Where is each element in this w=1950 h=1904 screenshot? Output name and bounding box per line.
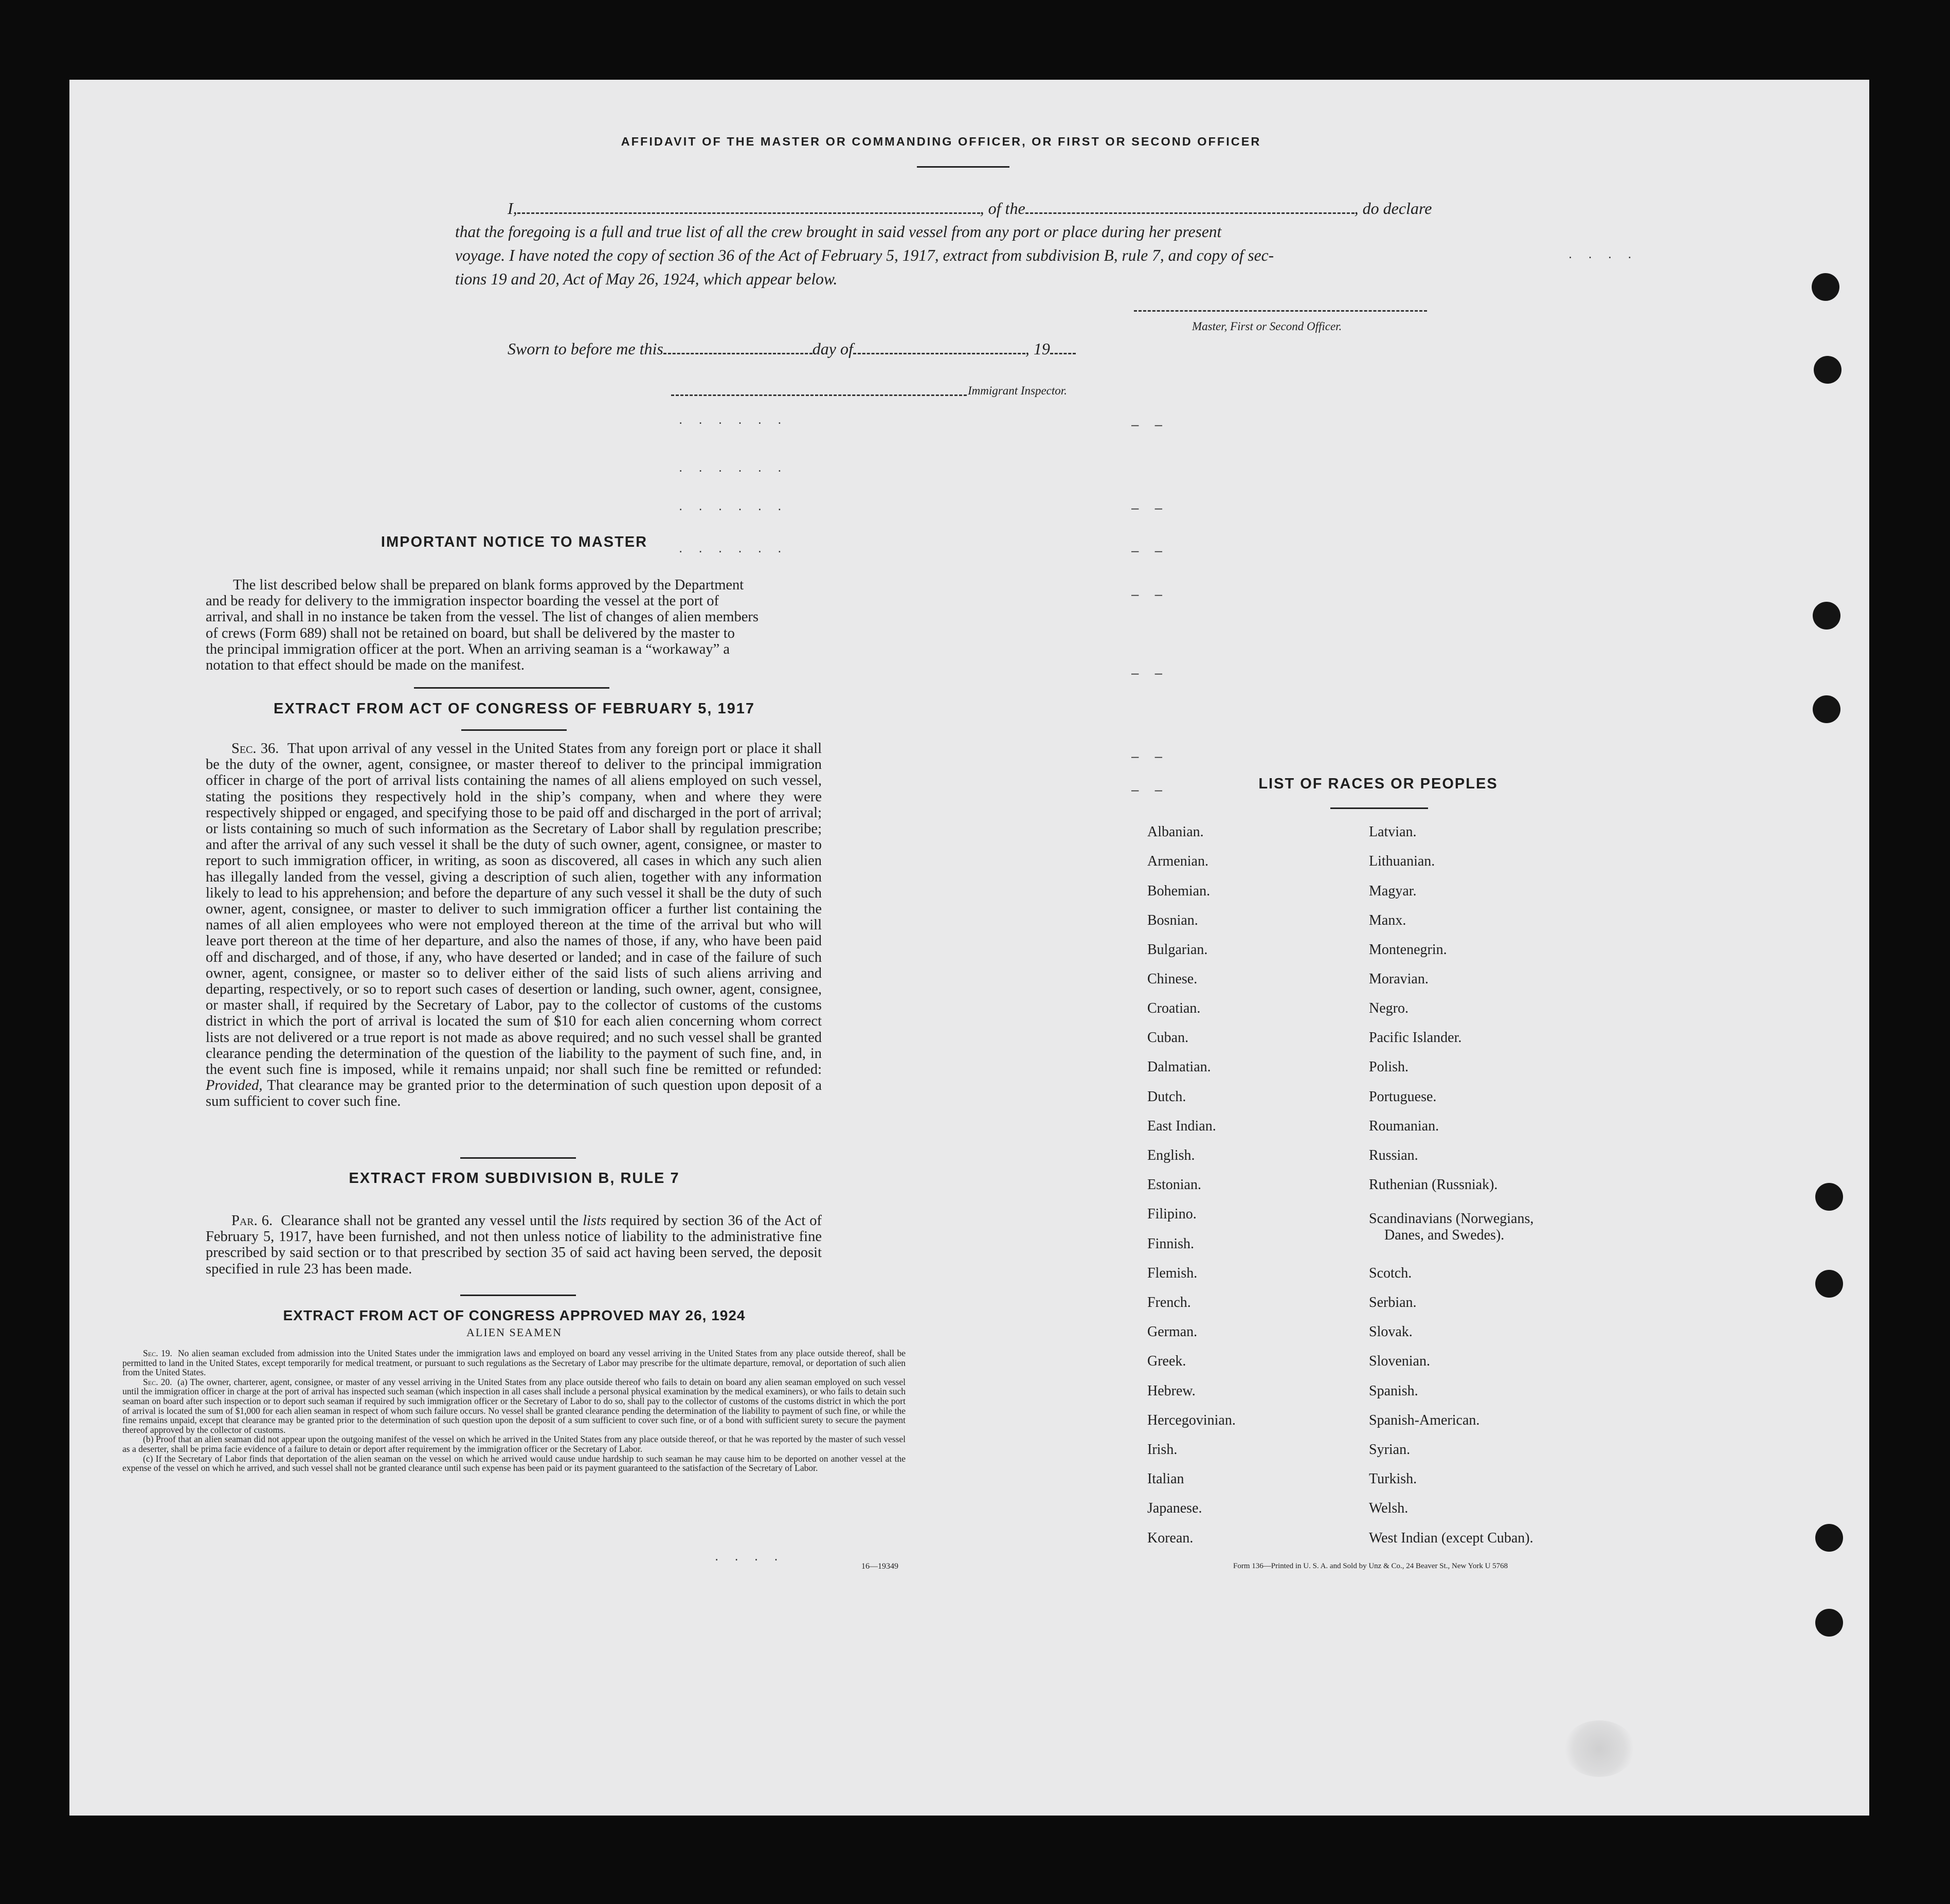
subdivision-title: EXTRACT FROM SUBDIVISION B, RULE 7 <box>349 1170 680 1187</box>
inspector-label: Immigrant Inspector. <box>968 384 1067 397</box>
race-left: East Indian. <box>1147 1118 1216 1134</box>
sworn-month-blank[interactable] <box>853 348 1025 354</box>
races-title-underline <box>1330 807 1428 809</box>
master-signature-line[interactable] <box>1134 310 1427 312</box>
notice-line: the principal immigration officer at the port. When an arriving seaman is a “workaway” a <box>206 641 730 657</box>
race-left: German. <box>1147 1324 1198 1340</box>
stray-marks: . . . . <box>1568 246 1638 261</box>
stray-marks: – – <box>1131 665 1169 680</box>
race-right: Serbian. <box>1369 1295 1417 1310</box>
stray-marks: – – <box>1131 586 1169 602</box>
notice-line: and be ready for delivery to the immigration inspector boarding the vessel at the port of <box>206 593 719 609</box>
sworn-year-blank[interactable] <box>1050 348 1076 354</box>
par6-text-b: required by section 36 of the Act of February 5, 1917, have been furnished, and not then unless notice of liability to the administrative fine prescribed by said section or to that prescribed by section 35 of said act having been served, the deposit specified in rule 23 has been made. <box>206 1213 822 1277</box>
punch-hole <box>1813 695 1840 723</box>
race-right: Turkish. <box>1369 1471 1417 1487</box>
race-right: Roumanian. <box>1369 1118 1439 1134</box>
race-right: Latvian. <box>1369 824 1417 840</box>
races-title: LIST OF RACES OR PEOPLES <box>1258 776 1498 792</box>
race-left: Finnish. <box>1147 1236 1195 1252</box>
race-right: Spanish-American. <box>1369 1412 1480 1428</box>
sec19-text: No alien seaman excluded from admission into the United States under the immigration laws and employed on board any vessel arriving in the United States from any place outside thereof, shall be permitted to land in the United States, except temporarily for medical treatment, or pursuant to such regulations as the Secretary of Labor may prescribe for the ultimate departure, removal, or deportation of such alien from the United States. <box>122 1348 906 1378</box>
sec20a-text: (a) The owner, charterer, agent, consignee, or master of any vessel arriving in the United States from any place outside thereof who fails to detain on board any alien seaman employed on such vessel until the immigration officer in charge at the port of arrival has inspected such seaman (which inspection in all cases shall include a personal physical examination by the medical examiners), or who fails to detain such seaman on board after such inspection or to deport such seaman if required by such immigration officer or the Secretary of Labor to do so, shall pay to the collector of customs of the customs district in which the port of arrival is located the sum of $1,000 for each alien seaman in respect of whom such failure occurs. No vessel shall be granted clearance pending the determination of the liability to payment of such fine, or while the fine remains unpaid, except that clearance may be granted prior to the determination of such question upon the deposit of a sum sufficient to cover such fine, or of a bond with sufficient surety to secure the payment thereof approved by the collector of customs. <box>122 1376 906 1435</box>
race-right: West Indian (except Cuban). <box>1369 1530 1533 1546</box>
stamp-smudge <box>1563 1720 1635 1777</box>
notice-line: The list described below shall be prepared on blank forms approved by the Department <box>233 577 744 593</box>
section-divider <box>460 1157 576 1159</box>
stray-marks: . . . . <box>715 1548 784 1564</box>
sec20c-text: (c) If the Secretary of Labor finds that deportation of the alien seaman on the vessel on which he arrived would cause undue hardship to such seaman he may cause him to be deported on another vessel at the expense of the vessel on which he arrived, and such vessel shall not be granted clearance until such expense has been paid or its payment guaranteed to the satisfaction of the Secretary of Labor. <box>122 1453 906 1474</box>
stray-marks: – – <box>1131 543 1169 558</box>
notice-line: arrival, and shall in no instance be taken from the vessel. The list of changes of alien members <box>206 609 759 625</box>
race-left: Cuban. <box>1147 1030 1189 1046</box>
name-blank[interactable] <box>517 207 980 214</box>
race-right: Welsh. <box>1369 1500 1409 1516</box>
sec36-text-end: That clearance may be granted prior to the determination of such question upon deposit of a sum sufficient to cover such fine. <box>206 1077 822 1110</box>
affidavit-declaration <box>455 196 1454 291</box>
affidavit-do-declare: , do declare <box>1354 199 1432 218</box>
notice-line: of crews (Form 689) shall not be retained on board, but shall be delivered by the master to <box>206 625 735 641</box>
race-right: Slovenian. <box>1369 1353 1430 1369</box>
extract-1924-title: EXTRACT FROM ACT OF CONGRESS APPROVED MAY 26, 1924 <box>283 1307 746 1323</box>
race-right: Manx. <box>1369 912 1406 928</box>
notice-title: IMPORTANT NOTICE TO MASTER <box>381 534 648 550</box>
race-right: Syrian. <box>1369 1442 1411 1458</box>
inspector-signature-line[interactable] <box>671 394 967 396</box>
punch-hole <box>1815 1609 1843 1637</box>
affidavit-line3: voyage. I have noted the copy of section 36 of the Act of February 5, 1917, extract from subdivision B, rule 7, and copy of sec- <box>455 246 1274 264</box>
punch-hole <box>1814 356 1841 384</box>
sworn-line <box>508 339 1076 358</box>
affidavit-title: AFFIDAVIT OF THE MASTER OR COMMANDING OFFICER, OR FIRST OR SECOND OFFICER <box>621 135 1261 148</box>
alien-seamen-subtitle: ALIEN SEAMEN <box>466 1326 562 1339</box>
printer-code: 16—19349 <box>861 1562 898 1571</box>
provided-word: Provided, <box>206 1077 263 1094</box>
subdivision-text <box>206 1213 822 1277</box>
affidavit-line2: that the foregoing is a full and true list of all the crew brought in said vessel from any port or place during her present <box>455 223 1222 241</box>
race-right: Magyar. <box>1369 883 1417 899</box>
race-left: Korean. <box>1147 1530 1194 1546</box>
race-left: French. <box>1147 1295 1191 1310</box>
race-left: Irish. <box>1147 1442 1178 1458</box>
section-divider <box>414 687 609 689</box>
affidavit-line4: tions 19 and 20, Act of May 26, 1924, which appear below. <box>455 270 838 288</box>
sec36-text: That upon arrival of any vessel in the United States from any foreign port or place it shall be the duty of the owner, agent, consignee, or master thereof to deliver to the principal immigration officer in charge of the port of arrival lists containing the names of all aliens employed on such vessel, stating the positions they respectively hold in the ship’s company, when and where they were respectively shipped or engaged, and specifying those to be paid off and discharged in the port of arrival; or lists containing so much of such information as the Secretary of Labor shall by regulation prescribe; and after the arrival of any such vessel it shall be the duty of such owner, agent, consignee, or master to report to such immigration officer, in writing, as soon as discovered, all cases in which any such alien has illegally landed from the vessel, giving a description of such alien, together with any information likely to lead to his apprehension; and before the departure of any such vessel it shall be the duty of such owner, agent, consignee, or master to deliver to such immigration officer a further list containing the names of all alien employees who were not employed thereon at the time of the arrival but who will leave port thereon at the time of her departure, and also the names of those, if any, who have been paid off and discharged, and of those, if any, who have deserted or landed; and in case of the failure of such owner, agent, consignee, or master so to deliver either of the said lists of such aliens arriving and departing, respectively, or so to report such cases of desertion or landing, such owner, agent, consignee, or master shall, if required by the Secretary of Labor, pay to the collector of customs of the customs district in which the port of arrival is located the sum of $10 for each alien concerning whom correct lists are not delivered or a true report is not made as above required; and no such vessel shall be granted clearance pending the determination of the question of the liability to the payment of such fine, and, in the event such fine is imposed, while it remains unpaid; nor shall such fine be remitted or refunded: <box>206 741 822 1078</box>
punch-hole <box>1815 1183 1843 1211</box>
extract-1924-text <box>122 1349 906 1473</box>
title-underline <box>917 166 1009 168</box>
punch-hole <box>1815 1270 1843 1298</box>
punch-hole <box>1813 602 1840 630</box>
race-right: Polish. <box>1369 1059 1409 1075</box>
race-left: Dutch. <box>1147 1089 1186 1105</box>
notice-text <box>206 577 822 673</box>
day-of-text: day of <box>812 339 853 358</box>
race-right: Scandinavians (Norwegians, <box>1369 1211 1534 1227</box>
race-right: Russian. <box>1369 1147 1418 1163</box>
race-left: Dalmatian. <box>1147 1059 1211 1075</box>
race-left: Greek. <box>1147 1353 1186 1369</box>
race-right: Lithuanian. <box>1369 853 1435 869</box>
punch-hole <box>1812 273 1839 301</box>
race-left: Hebrew. <box>1147 1383 1196 1399</box>
race-left: Flemish. <box>1147 1265 1198 1281</box>
sec19-label: Sec. 19. <box>143 1348 172 1358</box>
race-right: Scotch. <box>1369 1265 1412 1281</box>
race-right: Danes, and Swedes). <box>1384 1227 1505 1243</box>
par6-text-a: Clearance shall not be granted any vessel until the <box>281 1213 579 1229</box>
section-divider <box>460 1295 576 1296</box>
sworn-text: Sworn to before me this <box>508 339 663 358</box>
race-left: Chinese. <box>1147 971 1198 987</box>
race-left: Filipino. <box>1147 1206 1197 1222</box>
sec36-label: Sec. 36. <box>231 741 279 757</box>
stray-marks: . . . . . . <box>679 540 788 555</box>
affidavit-i: I, <box>508 199 517 218</box>
extract-1917-text <box>206 741 822 1110</box>
notice-line: notation to that effect should be made on the manifest. <box>206 657 525 674</box>
race-left: Armenian. <box>1147 853 1208 869</box>
stray-marks: . . . . . . <box>679 498 788 513</box>
punch-hole <box>1815 1524 1843 1552</box>
race-left: English. <box>1147 1147 1195 1163</box>
race-right: Negro. <box>1369 1000 1409 1016</box>
form-footer: Form 136—Printed in U. S. A. and Sold by Unz & Co., 24 Beaver St., New York U 5768 <box>1233 1562 1508 1570</box>
year-text: , 19 <box>1025 339 1050 358</box>
race-left: Japanese. <box>1147 1500 1202 1516</box>
sworn-day-blank[interactable] <box>663 348 812 354</box>
par6-label: Par. 6. <box>231 1213 273 1229</box>
vessel-blank[interactable] <box>1025 207 1355 214</box>
race-right: Ruthenian (Russniak). <box>1369 1177 1498 1193</box>
race-right: Montenegrin. <box>1369 942 1447 958</box>
race-left: Italian <box>1147 1471 1184 1487</box>
race-left: Albanian. <box>1147 824 1204 840</box>
race-right: Portuguese. <box>1369 1089 1437 1105</box>
stray-marks: . . . . . . <box>679 459 788 475</box>
stray-marks: – – <box>1131 748 1169 764</box>
race-left: Bohemian. <box>1147 883 1211 899</box>
race-left: Bulgarian. <box>1147 942 1208 958</box>
extract-1917-title: EXTRACT FROM ACT OF CONGRESS OF FEBRUARY 5, 1917 <box>273 700 755 717</box>
stray-marks: . . . . . . <box>679 411 788 427</box>
master-label: Master, First or Second Officer. <box>1192 320 1342 333</box>
sec20-label: Sec. 20. <box>143 1376 172 1387</box>
race-left: Bosnian. <box>1147 912 1198 928</box>
race-left: Croatian. <box>1147 1000 1201 1016</box>
race-right: Spanish. <box>1369 1383 1418 1399</box>
affidavit-of-the: , of the <box>980 199 1025 218</box>
lists-word: lists <box>583 1213 607 1229</box>
section-divider <box>461 729 567 731</box>
stray-marks: – – <box>1131 417 1169 432</box>
sec20b-text: (b) Proof that an alien seaman did not appear upon the outgoing manifest of the vessel on which he arrived in the United States from any place outside thereof, or that he was reported by the master of such vessel as a deserter, shall be prima facie evidence of a failure to detain or deport after requirement by the immigration officer or the Secretary of Labor. <box>122 1434 906 1454</box>
stray-marks: – – <box>1131 782 1169 797</box>
race-left: Estonian. <box>1147 1177 1201 1193</box>
race-left: Hercegovinian. <box>1147 1412 1236 1428</box>
stray-marks: – – <box>1131 500 1169 515</box>
race-right: Pacific Islander. <box>1369 1030 1462 1046</box>
race-right: Moravian. <box>1369 971 1429 987</box>
race-right: Slovak. <box>1369 1324 1413 1340</box>
